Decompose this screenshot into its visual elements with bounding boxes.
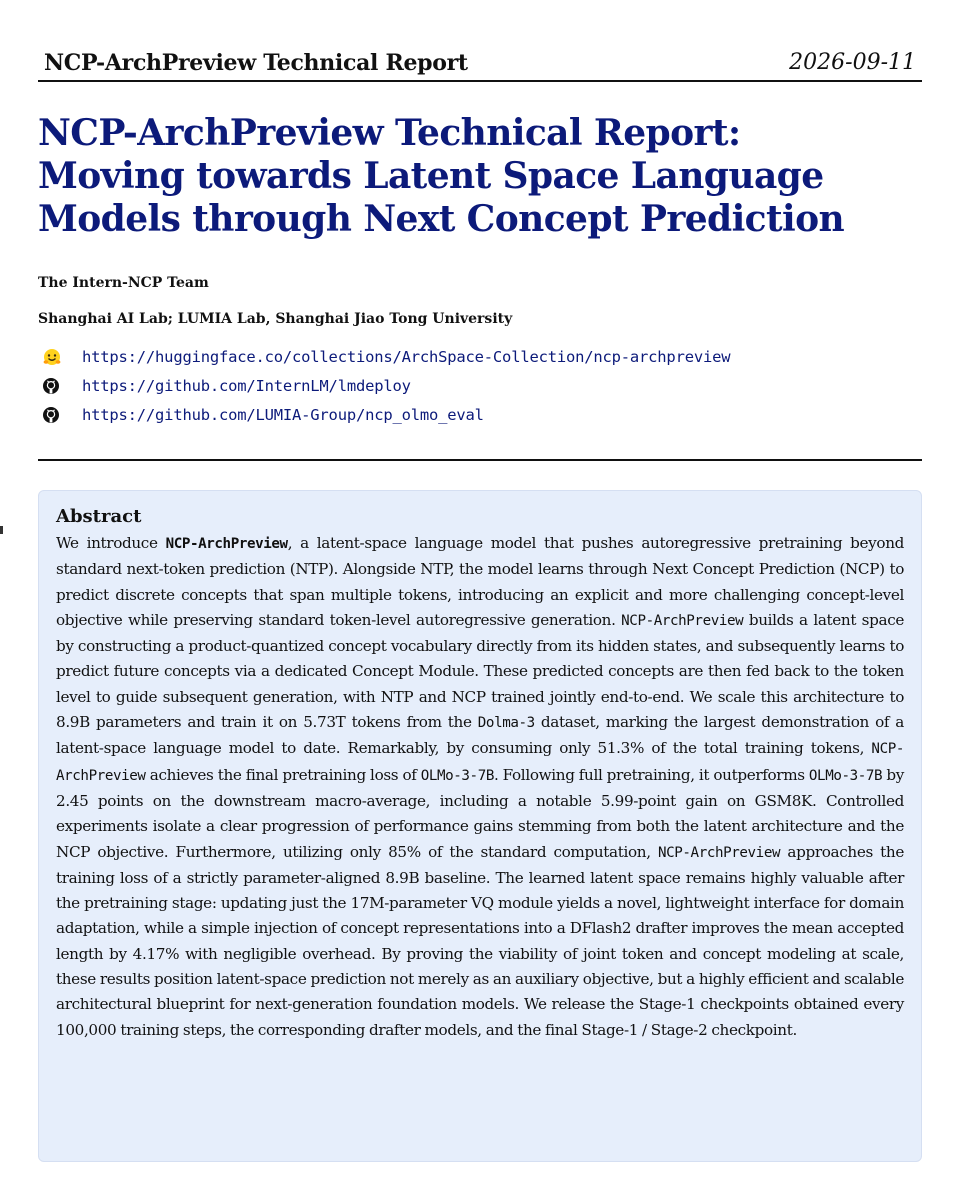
github-eval-link[interactable]: https://github.com/LUMIA-Group/ncp_olmo_eval bbox=[82, 405, 484, 424]
github-lmdeploy-link[interactable]: https://github.com/InternLM/lmdeploy bbox=[82, 376, 411, 395]
resource-links bbox=[38, 342, 922, 429]
model-name-code: NCP-ArchPreview bbox=[165, 536, 288, 552]
author-affiliation: Shanghai AI Lab; LUMIA Lab, Shanghai Jiao Tong University bbox=[38, 311, 513, 327]
abstract-heading: Abstract bbox=[56, 506, 142, 527]
abstract-segment: achieves the final pretraining loss of bbox=[145, 765, 421, 784]
huggingface-icon bbox=[38, 347, 82, 367]
abstract-box bbox=[38, 490, 922, 1162]
link-row-github-lmdeploy bbox=[38, 371, 922, 400]
model-name-code: Dolma-3 bbox=[477, 715, 535, 732]
github-icon bbox=[38, 377, 82, 395]
model-name-code: NCP-ArchPreview bbox=[621, 612, 744, 629]
abstract-segment: approaches the training loss of a strictly parameter-aligned 8.9B baseline. The learned latent space remains highly valuable after the pretraining stage: updating just the 17M-parameter VQ module yields a novel, lightweight interface for domain adaptation, while a simple injection of concept representations into a DFlash2 drafter improves the mean accepted length by 4.17% with negligible overhead. By proving the viability of joint token and concept modeling at scale, these results position latent-space prediction not merely as an auxiliary objective, but a highly efficient and scalable architectural blueprint for next-generation foundation models. We release the Stage-1 checkpoints obtained every 100,000 training steps, the corresponding drafter models, and the final Stage-1 / Stage-2 checkpoint. bbox=[56, 842, 904, 1039]
model-name-code: OLMo-3-7B bbox=[420, 767, 494, 784]
abstract-segment: . Following full pretraining, it outperforms bbox=[493, 765, 809, 784]
abstract-segment: We introduce bbox=[56, 534, 166, 552]
running-header bbox=[38, 50, 922, 82]
model-name-code: NCP-ArchPreview bbox=[56, 741, 904, 784]
abstract-text bbox=[56, 531, 904, 1043]
huggingface-link[interactable]: https://huggingface.co/collections/ArchSpace-Collection/ncp-archpreview bbox=[82, 347, 731, 366]
model-name-code: NCP-ArchPreview bbox=[657, 844, 781, 861]
abstract-segment: , a latent-space language model that pushes autoregressive pretraining beyond standard next-token prediction (NTP). Alongside NTP, the model learns through Next Concept Prediction (NCP) to predict discrete concepts that span multiple tokens, introducing an explicit and more challenging concept-level objective while preserving standard token-level autoregressive generation. bbox=[56, 534, 905, 629]
paper-title-line-3: Models through Next Concept Prediction bbox=[38, 198, 845, 240]
abstract-segment: by 2.45 points on the downstream macro-average, including a notable 5.99-point gain on GSM8K. Controlled experiments isolate a clear progression of performance gains stemming from both the latent architecture and the NCP objective. Furthermore, utilizing only 85% of the standard computation, bbox=[56, 765, 904, 861]
author-team: The Intern-NCP Team bbox=[38, 275, 209, 291]
paper-title-line-2: Moving towards Latent Space Language bbox=[38, 155, 824, 197]
running-title: NCP-ArchPreview Technical Report bbox=[44, 50, 468, 76]
paper-title-line-1: NCP-ArchPreview Technical Report: bbox=[38, 112, 741, 154]
section-divider bbox=[38, 459, 922, 461]
abstract-segment: builds a latent space by constructing a product-quantized concept vocabulary directly from its hidden states, and subsequently learns to predict future concepts via a dedicated Concept Module. These predicted concepts are then fed back to the token level to guide subsequent generation, with NTP and NCP trained jointly end-to-end. We scale this architecture to 8.9B parameters and train it on 5.73T tokens from the bbox=[56, 610, 904, 732]
link-row-huggingface bbox=[38, 342, 922, 371]
margin-mark bbox=[0, 526, 3, 534]
paper-title bbox=[38, 112, 922, 241]
link-row-github-eval bbox=[38, 400, 922, 429]
report-date: 2026-09-11 bbox=[789, 50, 916, 75]
github-icon bbox=[38, 406, 82, 424]
model-name-code: OLMo-3-7B bbox=[808, 767, 883, 784]
abstract-segment: dataset, marking the largest demonstration of a latent-space language model to date. Remarkably, by consuming only 51.3% of the total training tokens, bbox=[56, 713, 904, 758]
